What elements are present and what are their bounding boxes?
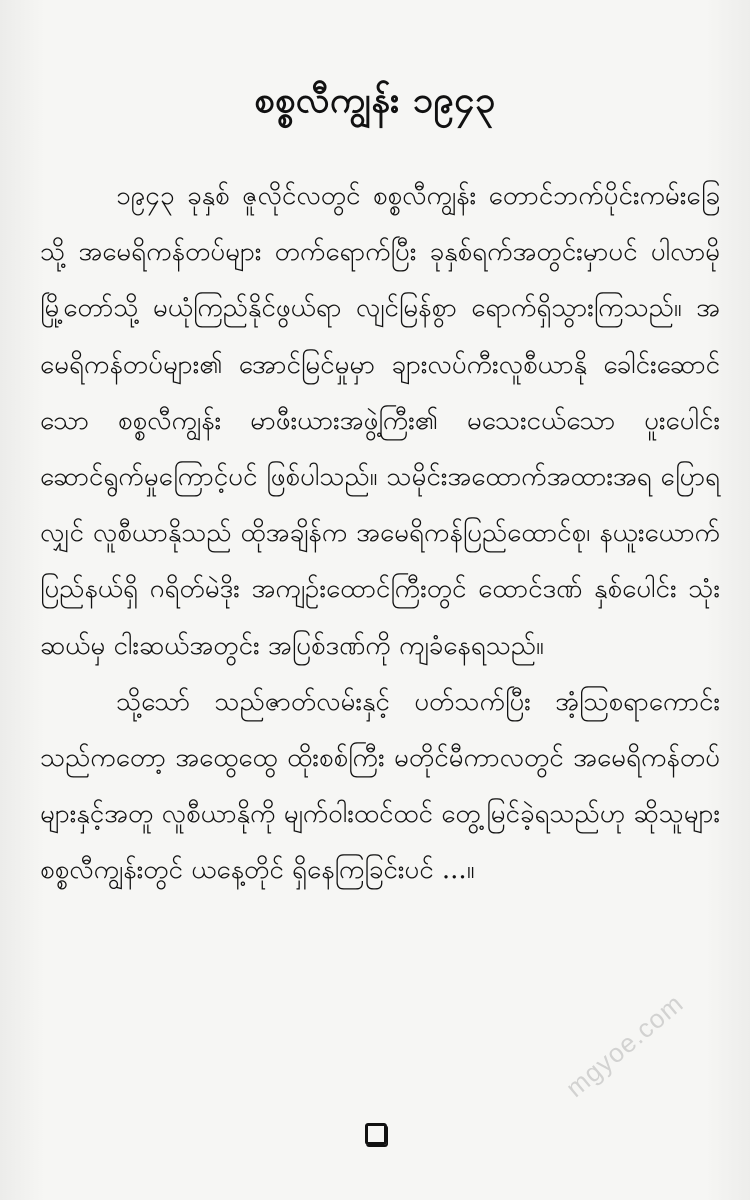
watermark: mgyoe.com xyxy=(560,987,690,1103)
page-title: စစ္စလီကျွန်း ၁၉၄၃ xyxy=(254,79,496,121)
paragraph-1: ၁၉၄၃ ခုနှစ် ဇူလိုင်လတွင် စစ္စလီကျွန်း တောင်ဘက်ပိုင်းကမ်းခြေသို့ အမေရိကန်တပ်များ တက်ရောက်ပြီး ခုနှစ်ရက်အတွင်းမှာပင် ပါလာမိုမြို့တော်သို့ မယုံကြည်နိုင်ဖွယ်ရာ လျင်မြန်စွာ ရောက်ရှိသွားကြသည်။ အမေရိကန်တပ်များ၏ အောင်မြင်မှုမှာ ချားလပ်ကီးလူစီယာနို ခေါင်းဆောင်သော စစ္စလီကျွန်း မာဖီးယားအဖွဲ့ကြီး၏ မသေးငယ်သော ပူးပေါင်းဆောင်ရွက်မှုကြောင့်ပင် ဖြစ်ပါသည်။ သမိုင်းအထောက်အထားအရ ပြောရလျှင် လူစီယာနိုသည် ထိုအချိန်က အမေရိကန်ပြည်ထောင်စု၊ နယူးယောက်ပြည်နယ်ရှိ ဂရိတ်မဲဒိုး အကျဉ်းထောင်ကြီးတွင် ထောင်ဒဏ် နှစ်ပေါင်း သုံးဆယ်မှ ငါးဆယ်အတွင်း အပြစ်ဒဏ်ကို ကျခံနေရသည်။ xyxy=(40,181,720,661)
body-text xyxy=(40,168,720,899)
paragraph-2: သို့သော် သည်ဇာတ်လမ်းနှင့် ပတ်သက်ပြီး အံ့ဩစရာကောင်းသည်ကတော့ အထွေထွေ ထိုးစစ်ကြီး မတိုင်မီကာလတွင် အမေရိကန်တပ်များနှင့်အတူ လူစီယာနိုကို မျက်ဝါးထင်ထင် တွေ့မြင်ခဲ့ရသည်ဟု ဆိုသူများ စစ္စလီကျွန်းတွင် ယနေ့တိုင် ရှိနေကြခြင်းပင် ...။ xyxy=(40,686,720,886)
end-of-chapter-square-icon xyxy=(365,1123,387,1145)
